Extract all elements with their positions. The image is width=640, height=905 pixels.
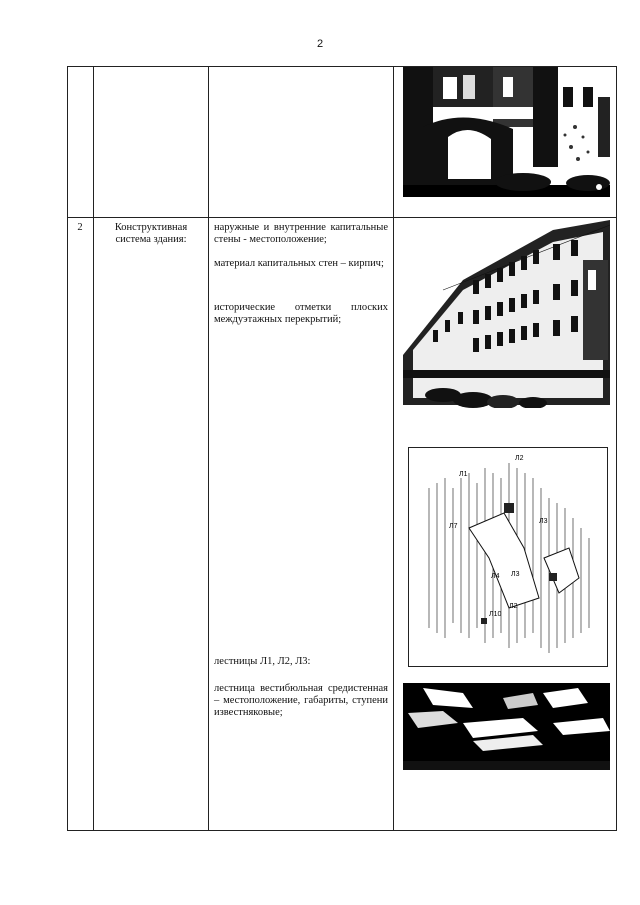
- table-border-left: [67, 66, 68, 831]
- row-number: 2: [77, 222, 83, 233]
- text-stairs: лестницы Л1, Л2, Л3:: [214, 656, 311, 667]
- plan-label: Л3: [539, 518, 548, 525]
- text-floors: исторические отметки плоских междуэтажных перекрытий;: [214, 302, 388, 325]
- text-lobby-stair: лестница вестибюльная средистенная – местоположение, габариты, ступени известняковые;: [214, 683, 388, 718]
- table-row-divider: [67, 217, 617, 218]
- plan-label: Л2: [509, 603, 518, 610]
- floor-plan: [408, 447, 608, 667]
- table-border-bottom: [67, 830, 617, 831]
- lobby-staircase-photo: [403, 683, 610, 770]
- street-facade-photo: [403, 220, 610, 425]
- plan-label: Л4: [491, 573, 500, 580]
- plan-label: Л3: [511, 571, 520, 578]
- plan-label: Л7: [449, 523, 458, 530]
- row-subject: Конструктивная система здания:: [114, 222, 188, 245]
- text-walls-location: наружные и внутренние капитальные стены - местоположение;: [214, 222, 388, 245]
- table-border-right: [616, 66, 617, 831]
- courtyard-photo: [403, 67, 610, 197]
- text-walls-material: материал капитальных стен – кирпич;: [214, 258, 384, 269]
- plan-label: Л2: [515, 455, 524, 462]
- table-col-divider-1: [93, 66, 94, 831]
- page-number: 2: [316, 38, 324, 50]
- plan-label: Л10: [489, 611, 502, 618]
- plan-label: Л1: [459, 471, 468, 478]
- table-col-divider-2: [208, 66, 209, 831]
- table-col-divider-3: [393, 66, 394, 831]
